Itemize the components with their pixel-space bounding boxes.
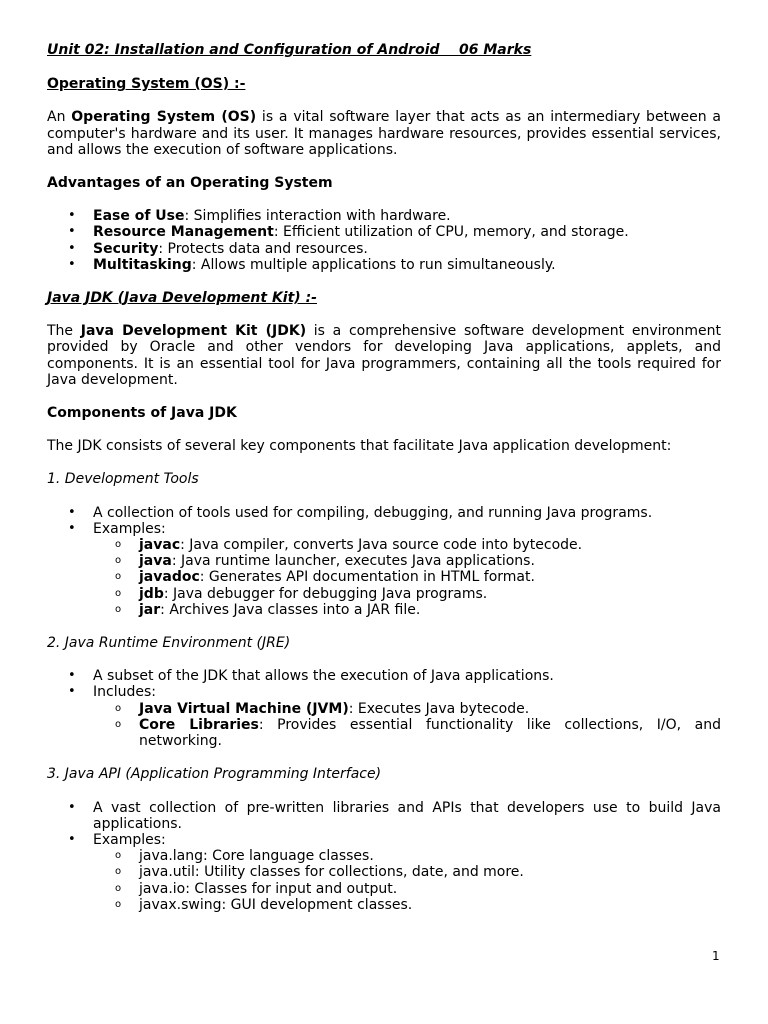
list-item: • A collection of tools used for compiling, debugging, and running Java programs. — [47, 505, 721, 521]
jre-includes-list — [93, 701, 721, 750]
jre-desc: : Executes Java bytecode. — [348, 700, 530, 717]
document-title: Unit 02: Installation and Configuration of Android 06 Marks — [47, 42, 532, 58]
api-heading: 3. Java API (Application Programming Interface) — [47, 766, 382, 783]
os-advantages-list — [47, 208, 721, 273]
jre-desc: : Provides essential functionality like collections, I/O, and networking. — [139, 716, 721, 750]
os-intro-prefix: An — [47, 109, 72, 126]
tool-term: jdb — [139, 585, 164, 602]
jdk-intro-paragraph — [47, 323, 721, 388]
jdk-components-intro: The JDK consists of several key components that facilitate Java application development: — [47, 438, 672, 455]
jdk-intro-bold-term: Java Development Kit (JDK) — [80, 323, 307, 340]
advantage-term: Resource Management — [93, 224, 274, 241]
list-item — [93, 701, 721, 717]
list-item — [93, 602, 721, 618]
includes-label: Includes: — [93, 684, 156, 701]
api-list — [47, 800, 721, 913]
tool-desc: : Java runtime launcher, executes Java applications. — [171, 553, 535, 570]
api-examples-list — [93, 848, 721, 913]
jdk-components-heading: Components of Java JDK — [47, 405, 237, 422]
tool-term: jar — [139, 601, 161, 618]
jre-list — [47, 668, 721, 749]
tool-term: javac — [139, 537, 181, 554]
jdk-intro-text: is a comprehensive software development environment provided by Oracle and other vendors for developing Java applications, applets, and components. It is an essential tool for Java programmers, containing all the tools required for Java development. — [47, 323, 721, 388]
advantage-term: Ease of Use — [93, 208, 185, 225]
tool-desc: : Archives Java classes into a JAR file. — [160, 601, 421, 618]
list-item — [47, 521, 721, 618]
tool-term: java — [139, 553, 172, 570]
advantage-term: Security — [93, 240, 159, 257]
document-page — [47, 42, 721, 930]
jre-heading: 2. Java Runtime Environment (JRE) — [47, 635, 291, 652]
list-item: o java.io: Classes for input and output. — [93, 881, 721, 897]
jdk-section-heading: Java JDK (Java Development Kit) :- — [47, 290, 317, 307]
tool-desc: : Generates API documentation in HTML format. — [199, 569, 535, 586]
list-item — [93, 553, 721, 569]
os-section-heading: Operating System (OS) :- — [47, 76, 246, 93]
advantage-desc: : Efficient utilization of CPU, memory, and storage. — [273, 224, 629, 241]
list-item: o java.lang: Core language classes. — [93, 848, 721, 864]
examples-label: Examples: — [93, 520, 166, 537]
list-item: o java.util: Utility classes for collections, date, and more. — [93, 864, 721, 880]
dev-tools-heading: 1. Development Tools — [47, 471, 199, 488]
jdk-intro-prefix: The — [47, 323, 81, 340]
tool-desc: : Java compiler, converts Java source code into bytecode. — [180, 537, 583, 554]
os-intro-paragraph — [47, 109, 721, 158]
list-item — [47, 224, 721, 240]
os-advantages-heading: Advantages of an Operating System — [47, 175, 333, 192]
list-item — [93, 717, 721, 749]
list-item — [47, 832, 721, 913]
advantage-desc: : Protects data and resources. — [158, 240, 368, 257]
advantage-term: Multitasking — [93, 256, 192, 273]
examples-label: Examples: — [93, 831, 166, 848]
os-intro-bold-term: Operating System (OS) — [71, 109, 257, 126]
list-item: o javax.swing: GUI development classes. — [93, 897, 721, 913]
list-item — [93, 569, 721, 585]
dev-tools-examples-list — [93, 537, 721, 618]
list-item: • A subset of the JDK that allows the execution of Java applications. — [47, 668, 721, 684]
jre-term: Java Virtual Machine (JVM) — [139, 700, 349, 717]
tool-term: javadoc — [139, 569, 200, 586]
jre-term: Core Libraries — [139, 716, 259, 733]
os-intro-text: is a vital software layer that acts as an intermediary between a computer's hardware and its user. It manages hardware resources, provides essential services, and allows the execution of software applications. — [47, 109, 721, 158]
list-item — [47, 684, 721, 749]
list-item — [93, 537, 721, 553]
advantage-desc: : Allows multiple applications to run simultaneously. — [191, 256, 556, 273]
list-item — [47, 257, 721, 273]
list-item — [93, 586, 721, 602]
tool-desc: : Java debugger for debugging Java programs. — [163, 585, 488, 602]
dev-tools-list — [47, 505, 721, 618]
list-item — [47, 241, 721, 257]
list-item — [47, 208, 721, 224]
page-number: 1 — [712, 949, 720, 963]
advantage-desc: : Simplifies interaction with hardware. — [184, 208, 451, 225]
list-item: • A vast collection of pre-written libraries and APIs that developers use to build Java applications. — [47, 800, 721, 832]
